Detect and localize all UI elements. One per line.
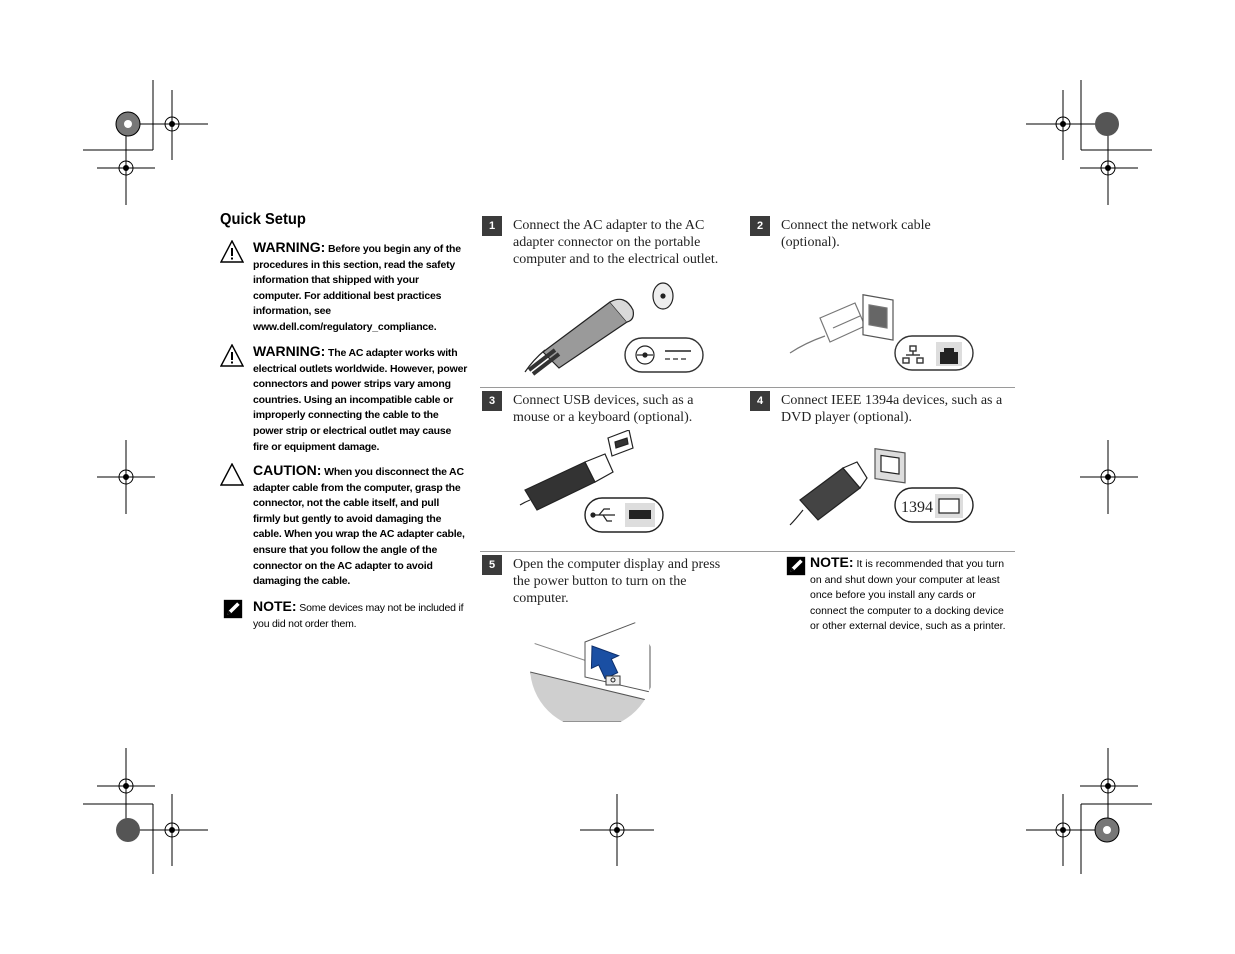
note-text: It is recommended that you turn on and shut down your computer at least once before you install any cards or connect the computer to a docking device or other external device, such as a printer. <box>810 558 1006 633</box>
notice-label: NOTE: <box>253 598 297 614</box>
warning-notice-2 <box>220 344 468 455</box>
step-2-badge: 2 <box>750 216 770 236</box>
notice-text: Before you begin any of the procedures in this section, read the safety information that shipped with your computer. For additional best practices information, see www.dell.com/regulatory_compliance. <box>253 243 461 333</box>
network-cable-illustration <box>785 278 980 378</box>
notice-text: When you disconnect the AC adapter cable from the computer, grasp the connector, not the cable itself, and pull firmly but gently to avoid damaging the cable. When you wrap the AC adapter cable, ensure that you follow the angle of the connector on the AC adapter to avoid damaging the cable. <box>253 466 465 588</box>
step-2-text: Connect the network cable (optional). <box>781 218 931 250</box>
ieee1394-illustration <box>785 430 980 530</box>
warning-triangle-icon <box>220 344 244 368</box>
warning-notice-1 <box>220 240 468 336</box>
step-4-badge: 4 <box>750 391 770 411</box>
divider <box>480 551 1015 552</box>
port-label-1394: 1394 <box>901 499 933 516</box>
note-notice <box>220 599 468 632</box>
caution-triangle-icon <box>220 463 244 487</box>
note-label: NOTE: <box>810 554 854 570</box>
step-5-text: Open the computer display and press the power button to turn on the computer. <box>513 557 721 606</box>
notice-text: The AC adapter works with electrical outlets worldwide. However, power connectors and power strips vary among countries. Using an incompatible cable or improperly connecting the cable to the power strip or electrical outlet may cause fire or equipment damage. <box>253 347 468 453</box>
step-3-text: Connect USB devices, such as a mouse or a keyboard (optional). <box>513 393 694 425</box>
ac-adapter-illustration <box>515 280 710 380</box>
page-title: Quick Setup <box>220 211 306 228</box>
notice-label: WARNING: <box>253 239 326 255</box>
step-4-text: Connect IEEE 1394a devices, such as a DVD player (optional). <box>781 393 1003 425</box>
usb-illustration <box>515 430 670 535</box>
step-3-badge: 3 <box>482 391 502 411</box>
step-1-text: Connect the AC adapter to the AC adapter connector on the portable computer and to the electrical outlet. <box>513 218 719 267</box>
step-5-badge: 5 <box>482 555 502 575</box>
power-button-illustration <box>530 612 655 722</box>
notice-label: CAUTION: <box>253 462 322 478</box>
note-pencil-icon <box>786 556 806 576</box>
warning-triangle-icon <box>220 240 244 264</box>
side-note <box>786 555 1011 635</box>
note-pencil-icon <box>223 599 243 619</box>
divider <box>480 387 1015 388</box>
notice-text: Some devices may not be included if you did not order them. <box>253 602 464 630</box>
caution-notice <box>220 463 468 590</box>
notice-label: WARNING: <box>253 343 326 359</box>
step-1-badge: 1 <box>482 216 502 236</box>
